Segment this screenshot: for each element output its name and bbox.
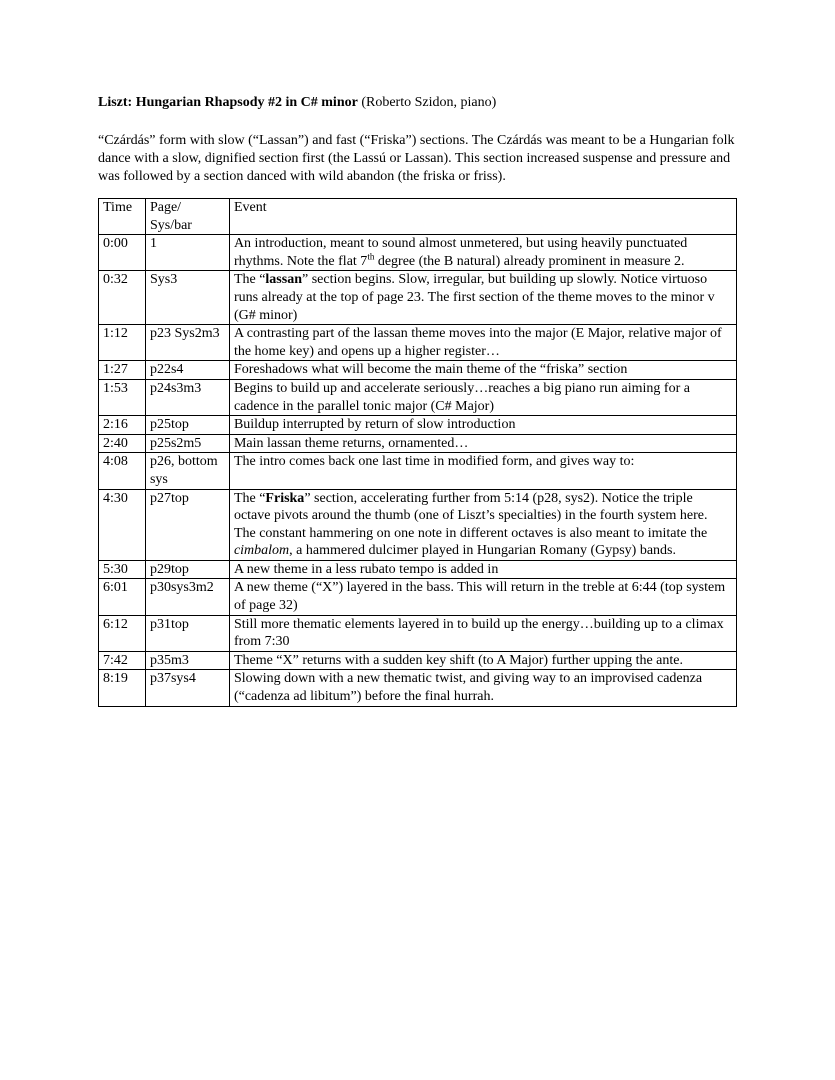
intro-paragraph: “Czárdás” form with slow (“Lassan”) and fast (“Friska”) sections. The Czárdás was meant to be a Hungarian folk dance with a slow, dignified section first (the Lassú or Lassan). This section increased suspense and pressure and was followed by a section danced with wild abandon (the friska or friss).: [98, 133, 735, 184]
header-time: Time: [99, 199, 146, 235]
event-text: Friska: [265, 490, 305, 506]
event-text: The intro comes back one last time in modified form, and gives way to:: [233, 454, 635, 470]
header-page-line2: Sys/bar: [149, 217, 192, 233]
table-row: [99, 615, 737, 651]
table-row: [99, 325, 737, 361]
event-text: An introduction, meant to sound almost unmetered, but using heavily punctuated rhythms. Note the flat 7: [233, 236, 688, 269]
cell-event: [229, 235, 736, 271]
event-text: ” section begins. Slow, irregular, but building up slowly. Notice virtuoso runs already at the top of page 23. The first section of the theme moves to the minor v (G# minor): [233, 272, 715, 323]
cell-time: 4:08: [99, 453, 146, 489]
cell-event: [229, 434, 736, 453]
table-row: [99, 379, 737, 415]
event-text: degree (the B natural) already prominent in measure 2.: [374, 253, 685, 269]
table-row: [99, 235, 737, 271]
cell-time: 0:32: [99, 271, 146, 325]
cell-time: 4:30: [99, 489, 146, 560]
event-text: Foreshadows what will become the main theme of the “friska” section: [233, 362, 628, 378]
event-text: A contrasting part of the lassan theme moves into the major (E Major, relative major of the home key) and opens up a higher register…: [233, 326, 722, 359]
header-page-line1: Page/: [149, 200, 182, 215]
cell-page-sys-bar: p30sys3m2: [145, 579, 229, 615]
cell-event: [229, 271, 736, 325]
cell-event: [229, 560, 736, 579]
cell-event: [229, 615, 736, 651]
cell-page-sys-bar: p29top: [145, 560, 229, 579]
event-text: The “: [233, 490, 266, 506]
cell-event: [229, 579, 736, 615]
cell-page-sys-bar: p31top: [145, 615, 229, 651]
event-text: lassan: [265, 272, 302, 288]
event-text: Main lassan theme returns, ornamented…: [233, 435, 469, 451]
event-text: Buildup interrupted by return of slow introduction: [233, 417, 516, 433]
cell-time: 5:30: [99, 560, 146, 579]
event-text: ” section, accelerating further from 5:14 (p28, sys2). Notice the triple octave pivots around the thumb (one of Liszt’s specialties) in the fourth system here. The constant hammering on one note in different octaves is also meant to imitate the: [233, 490, 708, 541]
cell-time: 1:53: [99, 379, 146, 415]
event-text: Still more thematic elements layered in to build up the energy…building up to a climax from 7:30: [233, 616, 724, 650]
cell-event: [229, 453, 736, 489]
cell-event: [229, 361, 736, 380]
table-row: [99, 579, 737, 615]
event-text: th: [367, 251, 375, 262]
event-text: , a hammered dulcimer played in Hungarian Romany (Gypsy) bands.: [289, 543, 676, 559]
cell-time: 1:12: [99, 325, 146, 361]
document-page: [98, 94, 738, 707]
table-header-row: [99, 199, 737, 235]
table-body: [99, 235, 737, 706]
header-page: [145, 199, 229, 235]
table-row: [99, 361, 737, 380]
cell-page-sys-bar: p23 Sys2m3: [145, 325, 229, 361]
cell-event: [229, 651, 736, 670]
listening-guide-table: [98, 198, 737, 707]
cell-event: [229, 379, 736, 415]
cell-time: 2:16: [99, 416, 146, 435]
table-row: [99, 560, 737, 579]
cell-page-sys-bar: p26, bottom sys: [145, 453, 229, 489]
cell-time: 1:27: [99, 361, 146, 380]
cell-page-sys-bar: 1: [145, 235, 229, 271]
cell-page-sys-bar: p25top: [145, 416, 229, 435]
table-row: [99, 651, 737, 670]
table-row: [99, 670, 737, 706]
cell-page-sys-bar: p25s2m5: [145, 434, 229, 453]
cell-time: 6:01: [99, 579, 146, 615]
cell-time: 7:42: [99, 651, 146, 670]
event-text: cimbalom: [233, 543, 290, 559]
event-text: A new theme (“X”) layered in the bass. This will return in the treble at 6:44 (top system of page 32): [233, 580, 726, 614]
event-text: A new theme in a less rubato tempo is added in: [233, 561, 499, 577]
cell-event: [229, 325, 736, 361]
header-event: Event: [229, 199, 736, 235]
cell-event: [229, 489, 736, 560]
event-text: Slowing down with a new thematic twist, and giving way to an improvised cadenza (“cadenza ad libitum”) before the final hurrah.: [233, 671, 703, 705]
cell-page-sys-bar: p22s4: [145, 361, 229, 380]
table-row: [99, 416, 737, 435]
cell-page-sys-bar: p24s3m3: [145, 379, 229, 415]
event-text: Theme “X” returns with a sudden key shift (to A Major) further upping the ante.: [233, 652, 683, 668]
title-performer: (Roberto Szidon, piano): [357, 95, 497, 110]
table-row: [99, 434, 737, 453]
table-row: [99, 271, 737, 325]
cell-page-sys-bar: p27top: [145, 489, 229, 560]
cell-page-sys-bar: p37sys4: [145, 670, 229, 706]
cell-page-sys-bar: Sys3: [145, 271, 229, 325]
cell-event: [229, 416, 736, 435]
cell-event: [229, 670, 736, 706]
cell-time: 2:40: [99, 434, 146, 453]
event-text: Begins to build up and accelerate seriously…reaches a big piano run aiming for a cadence in the parallel tonic major (C# Major): [233, 380, 690, 414]
event-text: The “: [233, 272, 266, 288]
title-bold: Liszt: Hungarian Rhapsody #2 in C# minor: [98, 95, 358, 110]
cell-page-sys-bar: p35m3: [145, 651, 229, 670]
cell-time: 0:00: [99, 235, 146, 271]
cell-time: 8:19: [99, 670, 146, 706]
document-title: [98, 94, 738, 112]
cell-time: 6:12: [99, 615, 146, 651]
table-row: [99, 489, 737, 560]
table-row: [99, 453, 737, 489]
